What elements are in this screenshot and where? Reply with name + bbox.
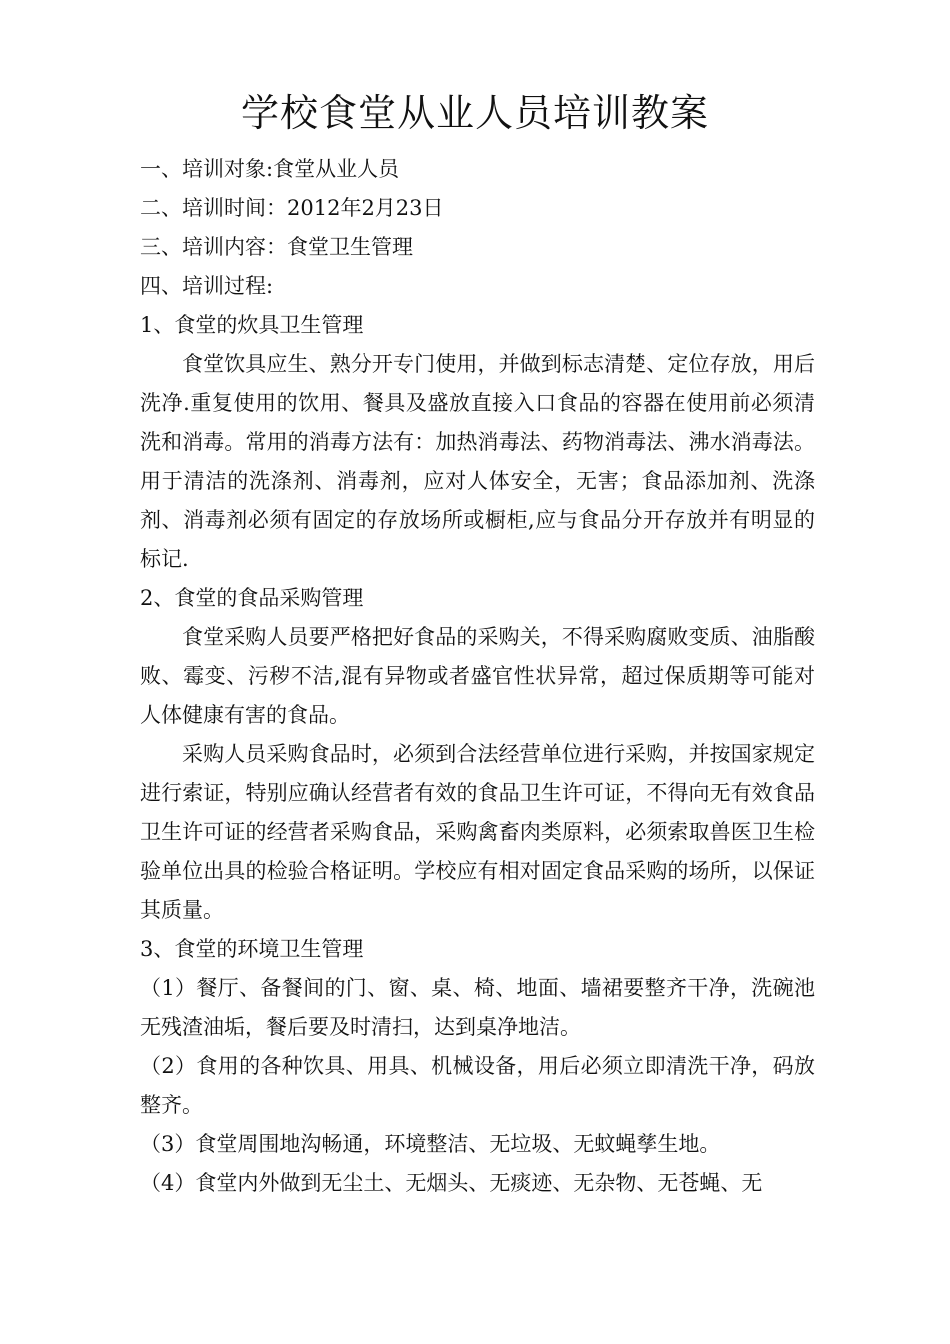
list-item: （1）餐厅、备餐间的门、窗、桌、椅、地面、墙裙要整齐干净，洗碗池无残渣油垢，餐后要及时清扫，达到桌净地洁。	[140, 976, 815, 1039]
section-paragraph: 采购人员采购食品时，必须到合法经营单位进行采购，并按国家规定进行索证，特别应确认经营者有效的食品卫生许可证，不得向无有效食品卫生许可证的经营者采购食品，采购禽畜肉类原料，必须索取兽医卫生检验单位出具的检验合格证明。学校应有相对固定食品采购的场所，以保证其质量。	[140, 742, 815, 922]
training-target-line: 一、培训对象:食堂从业人员	[140, 157, 400, 181]
section-heading: 3、食堂的环境卫生管理	[140, 937, 364, 961]
training-time-line: 二、培训时间：2012年2月23日	[140, 196, 444, 220]
section-paragraph: 食堂饮具应生、熟分开专门使用，并做到标志清楚、定位存放，用后洗净.重复使用的饮用、餐具及盛放直接入口食品的容器在使用前必须清洗和消毒。常用的消毒方法有：加热消毒法、药物消毒法、沸水消毒法。用于清洁的洗涤剂、消毒剂，应对人体安全，无害；食品添加剂、洗涤剂、消毒剂必须有固定的存放场所或橱柜,应与食品分开存放并有明显的标记.	[140, 352, 815, 571]
document-body	[140, 150, 815, 1203]
list-item: （3）食堂周围地沟畅通，环境整洁、无垃圾、无蚊蝇孳生地。	[140, 1132, 721, 1156]
section-paragraph: 食堂采购人员要严格把好食品的采购关，不得采购腐败变质、油脂酸败、霉变、污秽不洁,混有异物或者盛官性状异常，超过保质期等可能对人体健康有害的食品。	[140, 625, 815, 727]
section-heading: 1、食堂的炊具卫生管理	[140, 313, 364, 337]
training-content-line: 三、培训内容：食堂卫生管理	[140, 235, 413, 259]
list-item: （4）食堂内外做到无尘土、无烟头、无痰迹、无杂物、无苍蝇、无	[140, 1171, 763, 1195]
training-process-line: 四、培训过程:	[140, 274, 274, 298]
section-heading: 2、食堂的食品采购管理	[140, 586, 364, 610]
list-item: （2）食用的各种饮具、用具、机械设备，用后必须立即清洗干净，码放整齐。	[140, 1054, 815, 1117]
document-title: 学校食堂从业人员培训教案	[240, 91, 709, 135]
